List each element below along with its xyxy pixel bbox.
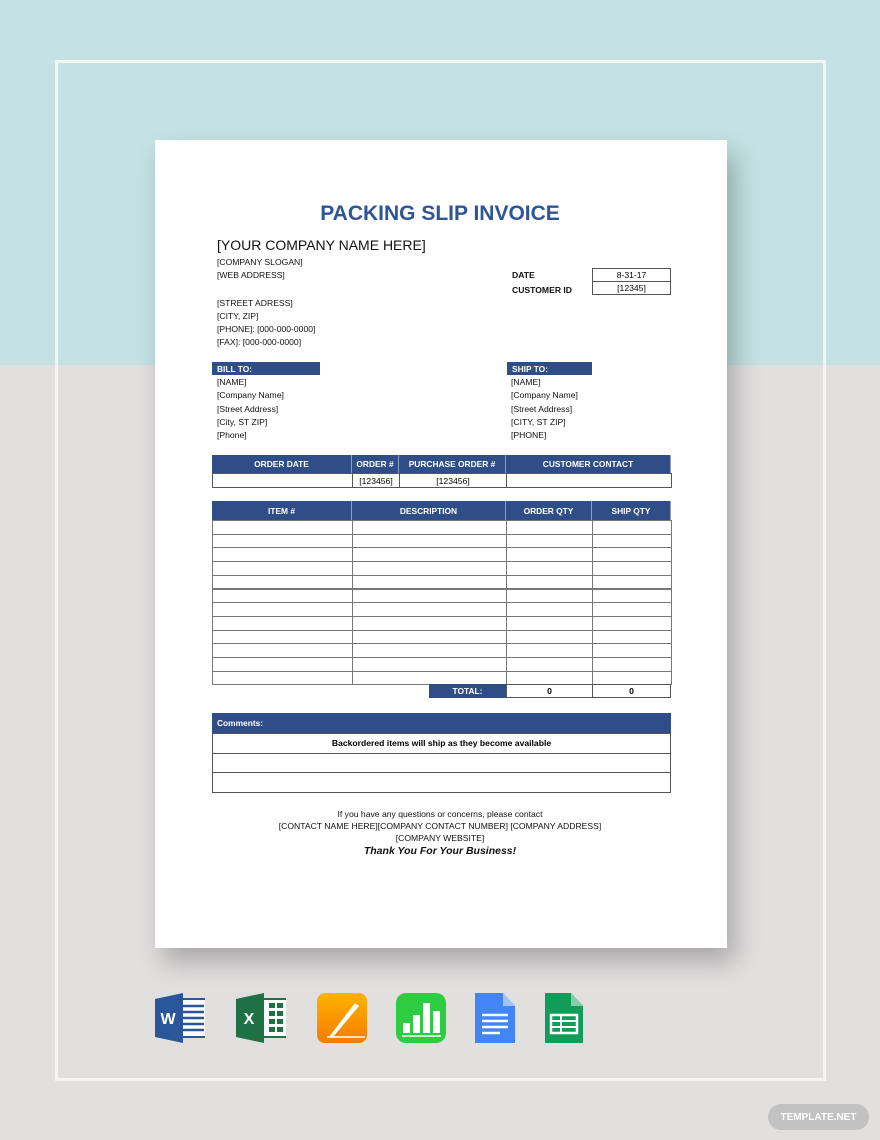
footer-contact-details: [CONTACT NAME HERE][COMPANY CONTACT NUMBER] [COMPANY ADDRESS]	[278, 821, 602, 831]
svg-text:X: X	[243, 1011, 255, 1028]
items-table-cell[interactable]	[212, 534, 353, 549]
comments-line[interactable]	[212, 753, 671, 774]
items-table-cell[interactable]	[506, 643, 593, 658]
items-table-cell[interactable]	[352, 534, 507, 549]
order-table-header: ORDER DATE	[212, 455, 352, 473]
items-table-cell[interactable]	[592, 534, 672, 549]
bill-to-line: [City, ST ZIP]	[217, 416, 268, 427]
total-order-qty: 0	[506, 684, 593, 698]
comments-line[interactable]: Backordered items will ship as they become available	[212, 733, 671, 754]
items-table-cell[interactable]	[212, 616, 353, 631]
items-table-cell[interactable]	[592, 561, 672, 576]
order-table-cell[interactable]	[212, 473, 353, 488]
items-table-cell[interactable]	[506, 547, 593, 562]
items-table-cell[interactable]	[212, 561, 353, 576]
date-value[interactable]: 8-31-17	[592, 268, 671, 282]
items-table-cell[interactable]	[592, 657, 672, 672]
items-table-cell[interactable]	[212, 671, 353, 686]
items-table-cell[interactable]	[352, 602, 507, 617]
items-table-cell[interactable]	[506, 657, 593, 672]
ship-to-line: [NAME]	[511, 377, 541, 387]
items-table-cell[interactable]	[592, 630, 672, 645]
watermark-badge: TEMPLATE.NET	[768, 1104, 869, 1130]
items-table-cell[interactable]	[352, 630, 507, 645]
items-table-cell[interactable]	[212, 657, 353, 672]
bill-to-line: [Company Name]	[217, 390, 284, 401]
items-table-cell[interactable]	[352, 589, 507, 604]
city-zip: [CITY, ZIP]	[217, 311, 259, 321]
order-table-header: PURCHASE ORDER #	[399, 455, 506, 473]
items-table-header: SHIP QTY	[592, 501, 671, 521]
items-table-cell[interactable]	[352, 575, 507, 590]
bill-to-line: [NAME]	[217, 377, 247, 387]
customer-id-value[interactable]: [12345]	[592, 281, 671, 295]
comments-header: Comments:	[212, 713, 671, 733]
items-table-cell[interactable]	[506, 616, 593, 631]
items-table-cell[interactable]	[592, 520, 672, 535]
total-label: TOTAL:	[429, 684, 506, 698]
items-table-cell[interactable]	[506, 671, 593, 686]
ship-to-line: [CITY, ST ZIP]	[511, 416, 566, 427]
total-ship-qty: 0	[592, 684, 671, 698]
comments-line[interactable]	[212, 772, 671, 793]
thank-you: Thank You For Your Business!	[363, 845, 517, 857]
word-icon	[155, 993, 205, 1043]
items-table-header: ORDER QTY	[506, 501, 592, 521]
items-table-header: ITEM #	[212, 501, 352, 521]
items-table-header: DESCRIPTION	[352, 501, 506, 521]
svg-text:W: W	[160, 1011, 176, 1028]
order-table-header: ORDER #	[352, 455, 399, 473]
excel-icon	[236, 993, 286, 1043]
items-table-cell[interactable]	[352, 561, 507, 576]
bill-to-header: BILL TO:	[212, 362, 320, 375]
order-table-header: CUSTOMER CONTACT	[506, 455, 671, 473]
items-table-cell[interactable]	[212, 520, 353, 535]
items-table-cell[interactable]	[592, 547, 672, 562]
fax: [FAX]: [000-000-0000]	[217, 337, 302, 347]
items-table-cell[interactable]	[506, 575, 593, 590]
bill-to-line: [Phone]	[217, 430, 247, 441]
footer-website: [COMPANY WEBSITE]	[395, 833, 485, 843]
items-table-cell[interactable]	[212, 630, 353, 645]
items-table-cell[interactable]	[212, 547, 353, 562]
items-table-cell[interactable]	[352, 671, 507, 686]
items-table-cell[interactable]	[592, 602, 672, 617]
items-table-cell[interactable]	[352, 643, 507, 658]
items-table-cell[interactable]	[506, 561, 593, 576]
street-address: [STREET ADRESS]	[217, 298, 293, 308]
company-name: [YOUR COMPANY NAME HERE]	[217, 237, 426, 253]
items-table-cell[interactable]	[506, 534, 593, 549]
google-docs-icon	[471, 993, 521, 1043]
order-table-cell[interactable]: [123456]	[352, 473, 400, 488]
footer-contact-line: If you have any questions or concerns, please contact	[337, 809, 543, 819]
items-table-cell[interactable]	[506, 630, 593, 645]
items-table-cell[interactable]	[212, 575, 353, 590]
items-table-cell[interactable]	[506, 589, 593, 604]
items-table-cell[interactable]	[352, 547, 507, 562]
ship-to-line: [Street Address]	[511, 403, 573, 414]
ship-to-line: [Company Name]	[511, 390, 578, 401]
customer-id-label: CUSTOMER ID	[512, 285, 573, 295]
items-table-cell[interactable]	[352, 520, 507, 535]
items-table-cell[interactable]	[506, 520, 593, 535]
company-slogan: [COMPANY SLOGAN]	[217, 257, 303, 267]
bill-to-line: [Street Address]	[217, 403, 279, 414]
phone: [PHONE]: [000-000-0000]	[217, 324, 316, 334]
items-table-cell[interactable]	[212, 643, 353, 658]
items-table-cell[interactable]	[352, 616, 507, 631]
items-table-cell[interactable]	[212, 602, 353, 617]
items-table-cell[interactable]	[592, 643, 672, 658]
items-table-cell[interactable]	[592, 671, 672, 686]
numbers-icon	[396, 993, 446, 1043]
items-table-cell[interactable]	[352, 657, 507, 672]
pages-icon	[317, 993, 367, 1043]
document-title: PACKING SLIP INVOICE	[320, 202, 560, 225]
order-table-cell[interactable]: [123456]	[399, 473, 507, 488]
items-table-cell[interactable]	[592, 575, 672, 590]
items-table-cell[interactable]	[506, 602, 593, 617]
google-sheets-icon	[541, 993, 591, 1043]
items-table-cell[interactable]	[212, 589, 353, 604]
ship-to-line: [PHONE]	[511, 430, 547, 441]
web-address: [WEB ADDRESS]	[217, 270, 285, 280]
items-table-cell[interactable]	[592, 616, 672, 631]
items-table-cell[interactable]	[592, 589, 672, 604]
ship-to-header: SHIP TO:	[507, 362, 592, 375]
order-table-cell[interactable]	[506, 473, 672, 488]
date-label: DATE	[512, 270, 535, 280]
